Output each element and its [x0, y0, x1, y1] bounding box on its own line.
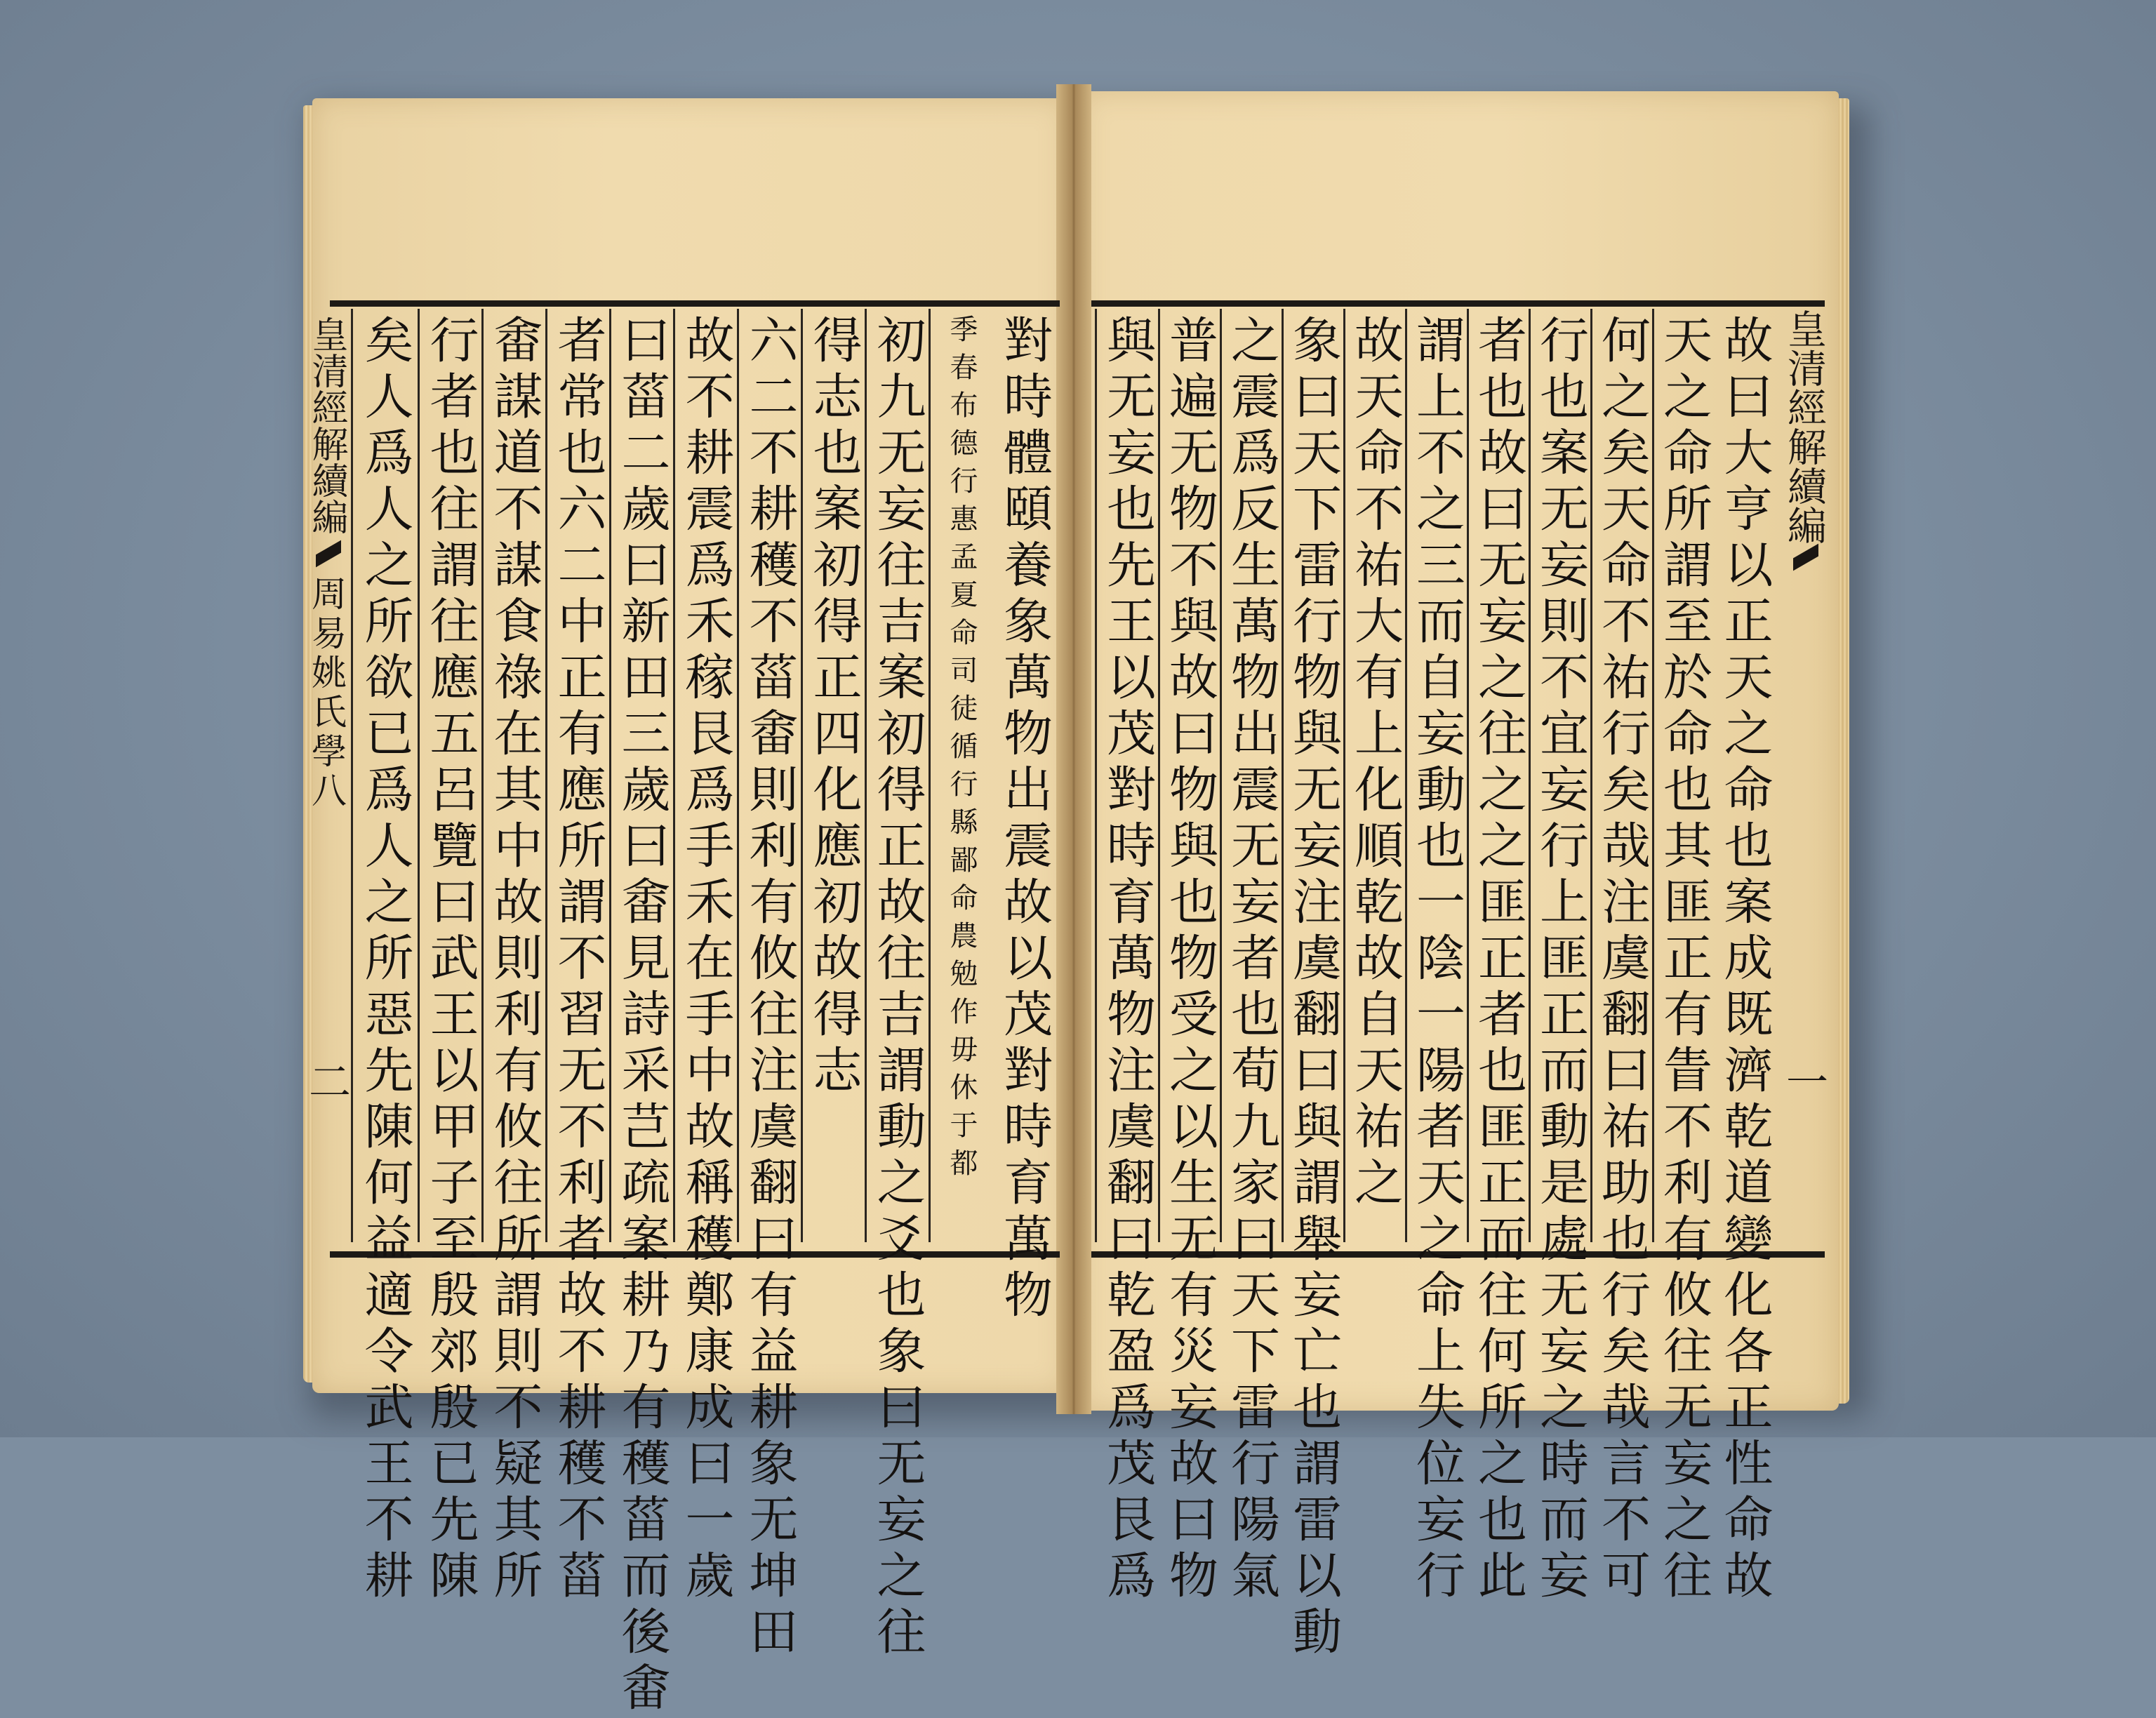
column-text: 故不耕震爲禾稼艮爲手禾在手中故稱穫鄭康成曰一歲 [677, 314, 735, 1606]
left-col-4 [801, 309, 865, 1242]
column-text: 初九无妄往吉案初得正故往吉謂動之爻也象曰无妄之往 [869, 314, 926, 1662]
column-text: 季春布德行惠孟夏命司徒循行縣鄙命農勉作毋休于都 [945, 314, 978, 1186]
right-col-7 [1343, 309, 1405, 1242]
right-page-margin [1776, 309, 1832, 1242]
column-text: 故曰大亨以正天之命也案成既濟乾道變化各正性命故 [1716, 314, 1774, 1606]
right-col-6 [1405, 309, 1467, 1606]
column-text: 故天命不祐大有上化順乾故自天祐之 [1346, 314, 1404, 1213]
right-col-1 [1714, 309, 1776, 1606]
left-col-1 [992, 309, 1056, 1325]
left-col-10 [418, 309, 481, 1606]
right-col-10 [1158, 309, 1220, 1606]
left-margin-section: 周易姚氏學八 [306, 575, 347, 811]
left-col-5 [737, 309, 801, 1662]
column-text: 畬謀道不謀食祿在其中故則利有攸往所謂則不疑其所 [486, 314, 543, 1606]
left-col-11 [351, 309, 418, 1606]
right-col-3 [1590, 309, 1652, 1606]
column-text: 何之矣天命不祐行矣哉注虞翻曰祐助也行矣哉言不可 [1593, 314, 1651, 1606]
column-text: 普遍无物不與故曰物與也物受之以生无有災妄故曰物 [1161, 314, 1219, 1606]
column-text: 六二不耕穫不菑畬則利有攸往注虞翻曰有益耕象无坤田 [741, 314, 799, 1662]
left-margin-page-number: 二 [302, 1060, 351, 1102]
left-col-7 [609, 309, 673, 1718]
fold-mark [1793, 544, 1818, 571]
right-col-4 [1529, 309, 1590, 1606]
book-gutter [1056, 84, 1091, 1414]
right-col-5 [1467, 309, 1529, 1606]
column-text: 行也案无妄則不宜妄行上匪正而動是處无妄之時而妄 [1531, 314, 1590, 1606]
left-page-margin [302, 309, 351, 1242]
column-text: 對時體頤養象萬物出震故以茂對時育萬物 [995, 314, 1053, 1325]
column-text: 之震爲反生萬物出震无妄者也荀九家曰天下雷行陽氣 [1223, 314, 1281, 1606]
column-text: 謂上不之三而自妄動也一陰一陽者天之命上失位妄行 [1408, 314, 1466, 1606]
column-text: 曰菑二歲曰新田三歲曰畬見詩采芑疏案耕乃有穫菑而後畬 [613, 314, 671, 1718]
left-col-8 [545, 309, 609, 1606]
fold-mark [316, 540, 341, 568]
column-text: 矣人爲人之所欲已爲人之所惡先陳何益適令武王不耕 [357, 314, 414, 1606]
left-col-9 [481, 309, 545, 1606]
right-col-9 [1220, 309, 1282, 1606]
right-margin-page-number: 一 [1779, 1060, 1828, 1102]
right-margin-title: 皇清經解續編 [1781, 309, 1827, 545]
right-text-columns [1095, 309, 1776, 1662]
column-text: 者也故曰无妄之往之之匪正者也匪正而往何所之也此 [1470, 314, 1528, 1606]
right-col-11 [1095, 309, 1158, 1606]
column-text: 象曰天下雷行物與无妄注虞翻曰與謂舉妄亡也謂雷以動 [1284, 314, 1343, 1662]
column-text: 行者也往謂往應五呂覽曰武王以甲子至殷郊殷已先陳 [422, 314, 479, 1606]
right-col-2 [1652, 309, 1714, 1606]
left-col-3 [865, 309, 929, 1662]
left-margin-title: 皇清經解續編 [305, 316, 347, 535]
column-text: 與无妄也先王以茂對時育萬物注虞翻曰乾盈爲茂艮爲 [1098, 314, 1157, 1606]
left-text-columns [351, 309, 1056, 1718]
column-text: 天之命所謂至於命也其匪正有眚不利有攸往无妄之往 [1655, 314, 1713, 1606]
left-col-2 [929, 309, 992, 1242]
column-text: 者常也六二中正有應所謂不習无不利者故不耕穫不菑 [550, 314, 607, 1606]
right-col-8 [1282, 309, 1343, 1662]
left-col-6 [673, 309, 737, 1606]
column-text: 得志也案初得正四化應初故得志 [805, 314, 863, 1100]
